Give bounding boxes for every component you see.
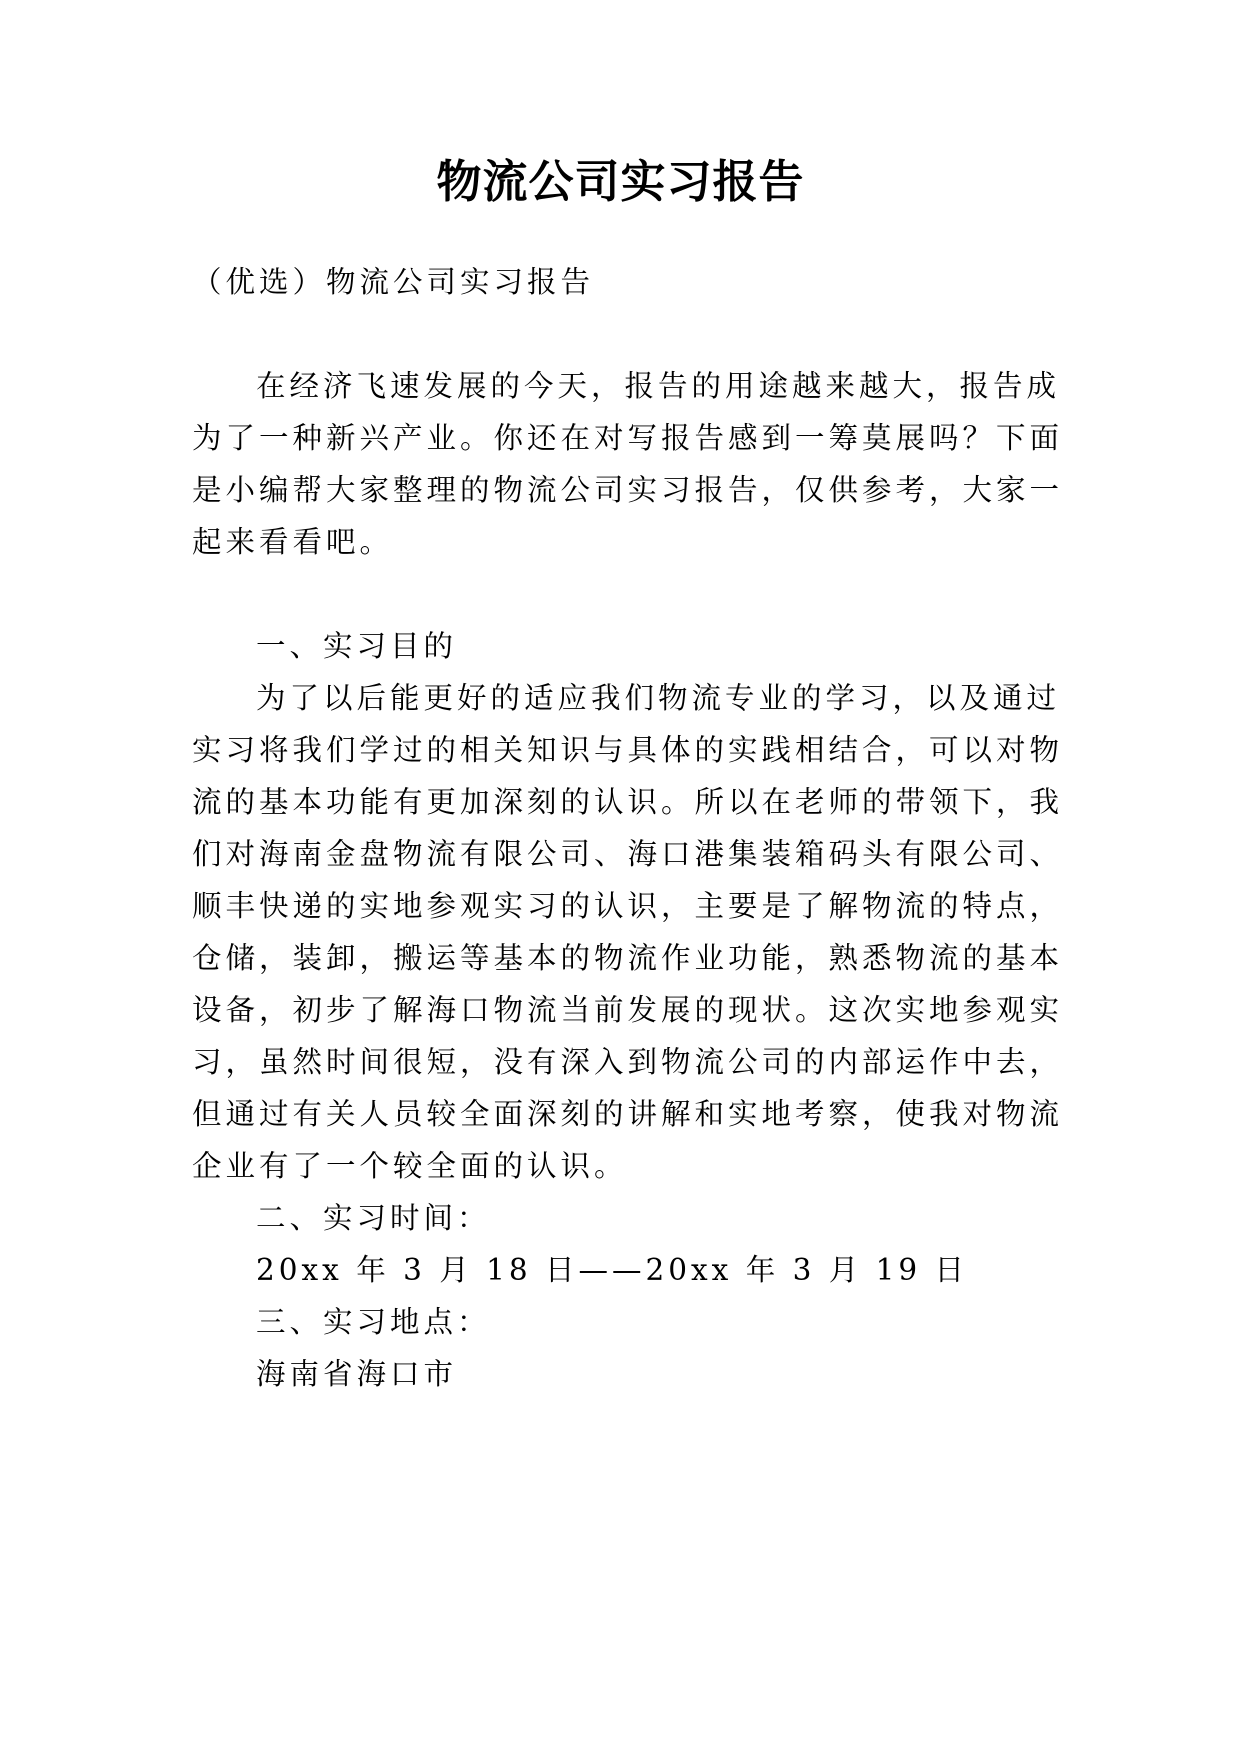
- section-heading: 一、实习目的: [256, 629, 458, 663]
- section-heading: 三、实习地点：: [256, 1305, 491, 1339]
- intro-line: 起来看看吧。: [192, 525, 394, 559]
- intro-line: 是小编帮大家整理的物流公司实习报告，仅供参考，大家一: [192, 473, 1064, 507]
- internship-location: 海南省海口市: [256, 1357, 458, 1391]
- body-line: 设备，初步了解海口物流当前发展的现状。这次实地参观实: [192, 993, 1064, 1027]
- body-line: 顺丰快递的实地参观实习的认识，主要是了解物流的特点，: [192, 889, 1064, 923]
- document-subtitle: （优选）物流公司实习报告: [192, 265, 595, 299]
- body-line: 仓储，装卸，搬运等基本的物流作业功能，熟悉物流的基本: [192, 941, 1064, 975]
- internship-dates: 20xx 年 3 月 18 日——20xx 年 3 月 19 日: [256, 1253, 969, 1287]
- body-line: 们对海南金盘物流有限公司、海口港集装箱码头有限公司、: [192, 837, 1064, 871]
- body-line: 但通过有关人员较全面深刻的讲解和实地考察，使我对物流: [192, 1097, 1064, 1131]
- body-line: 实习将我们学过的相关知识与具体的实践相结合，可以对物: [192, 733, 1064, 767]
- intro-line: 为了一种新兴产业。你还在对写报告感到一筹莫展吗？下面: [192, 421, 1064, 455]
- section-heading: 二、实习时间：: [256, 1201, 491, 1235]
- document-title: 物流公司实习报告: [436, 155, 805, 208]
- intro-line: 在经济飞速发展的今天，报告的用途越来越大，报告成: [256, 369, 1061, 403]
- body-line: 企业有了一个较全面的认识。: [192, 1149, 628, 1183]
- body-line: 流的基本功能有更加深刻的认识。所以在老师的带领下，我: [192, 785, 1064, 819]
- body-line: 习，虽然时间很短，没有深入到物流公司的内部运作中去，: [192, 1045, 1064, 1079]
- body-line: 为了以后能更好的适应我们物流专业的学习，以及通过: [256, 681, 1061, 715]
